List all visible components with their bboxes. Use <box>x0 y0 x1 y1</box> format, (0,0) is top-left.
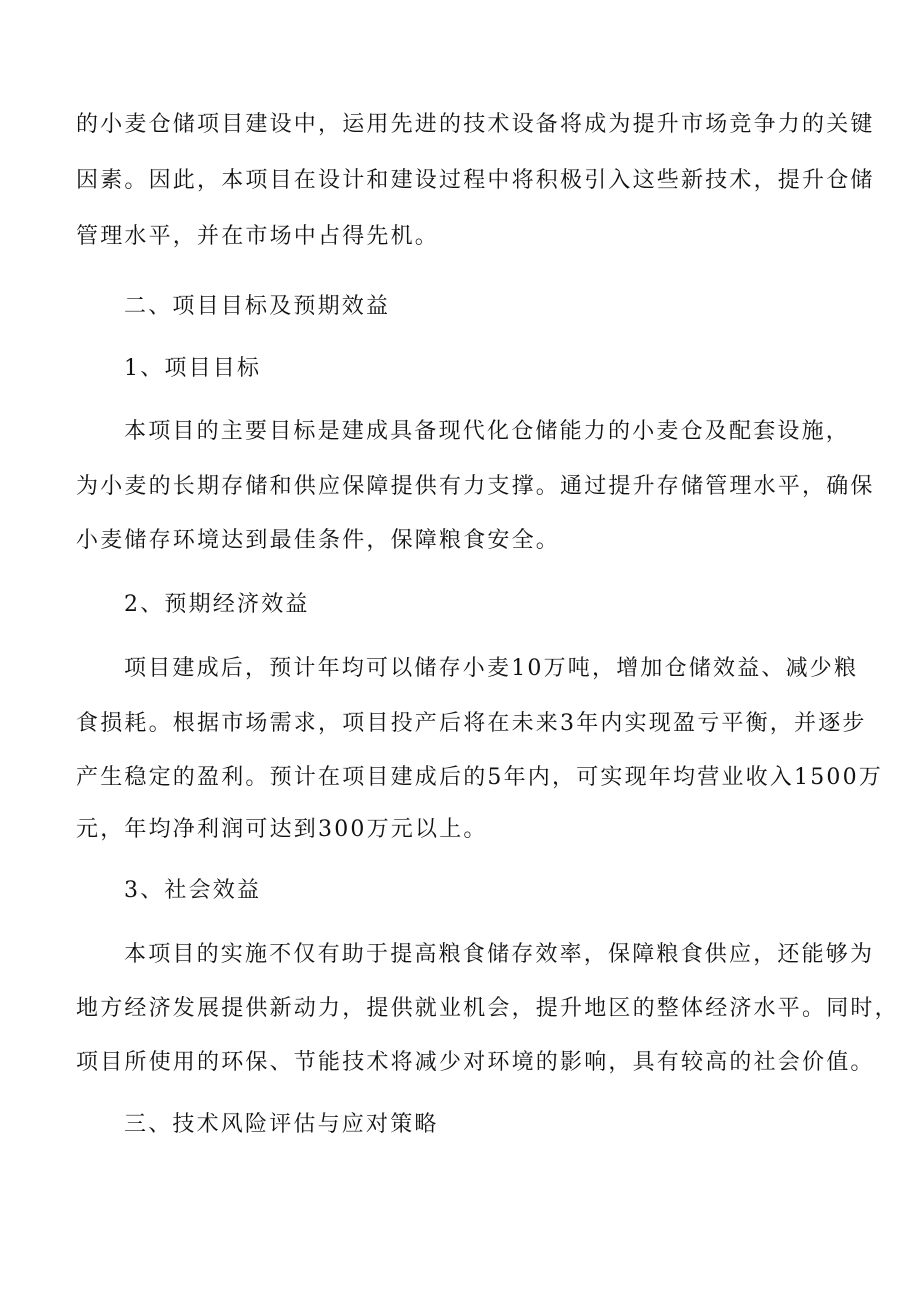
subsection-heading: 1、项目目标 <box>124 356 262 381</box>
paragraph-line: 因素。因此，本项目在设计和建设过程中将积极引入这些新技术，提升仓储 <box>76 168 875 193</box>
section-heading: 三、技术风险评估与应对策略 <box>124 1112 439 1137</box>
subsection-heading: 3、社会效益 <box>124 878 262 903</box>
paragraph-line: 为小麦的长期存储和供应保障提供有力支撑。通过提升存储管理水平，确保 <box>76 474 875 499</box>
paragraph-line: 元，年均净利润可达到300万元以上。 <box>76 817 488 842</box>
paragraph-line: 地方经济发展提供新动力，提供就业机会，提升地区的整体经济水平。同时， <box>76 996 899 1021</box>
paragraph-line: 本项目的主要目标是建成具备现代化仓储能力的小麦仓及配套设施， <box>124 419 851 444</box>
section-heading: 二、项目目标及预期效益 <box>124 294 391 319</box>
subsection-heading: 2、预期经济效益 <box>124 592 310 617</box>
paragraph-line: 小麦储存环境达到最佳条件，保障粮食安全。 <box>76 528 561 553</box>
paragraph-line: 产生稳定的盈利。预计在项目建成后的5年内，可实现年均营业收入1500万 <box>76 765 883 790</box>
paragraph-line: 管理水平，并在市场中占得先机。 <box>76 224 440 249</box>
paragraph-line: 本项目的实施不仅有助于提高粮食储存效率，保障粮食供应，还能够为 <box>124 942 875 967</box>
paragraph-line: 的小麦仓储项目建设中，运用先进的技术设备将成为提升市场竞争力的关键 <box>76 112 875 137</box>
paragraph-line: 项目所使用的环保、节能技术将减少对环境的影响，具有较高的社会价值。 <box>76 1050 875 1075</box>
paragraph-line: 项目建成后，预计年均可以储存小麦10万吨，增加仓储效益、减少粮 <box>124 656 859 681</box>
paragraph-line: 食损耗。根据市场需求，项目投产后将在未来3年内实现盈亏平衡，并逐步 <box>76 711 867 736</box>
